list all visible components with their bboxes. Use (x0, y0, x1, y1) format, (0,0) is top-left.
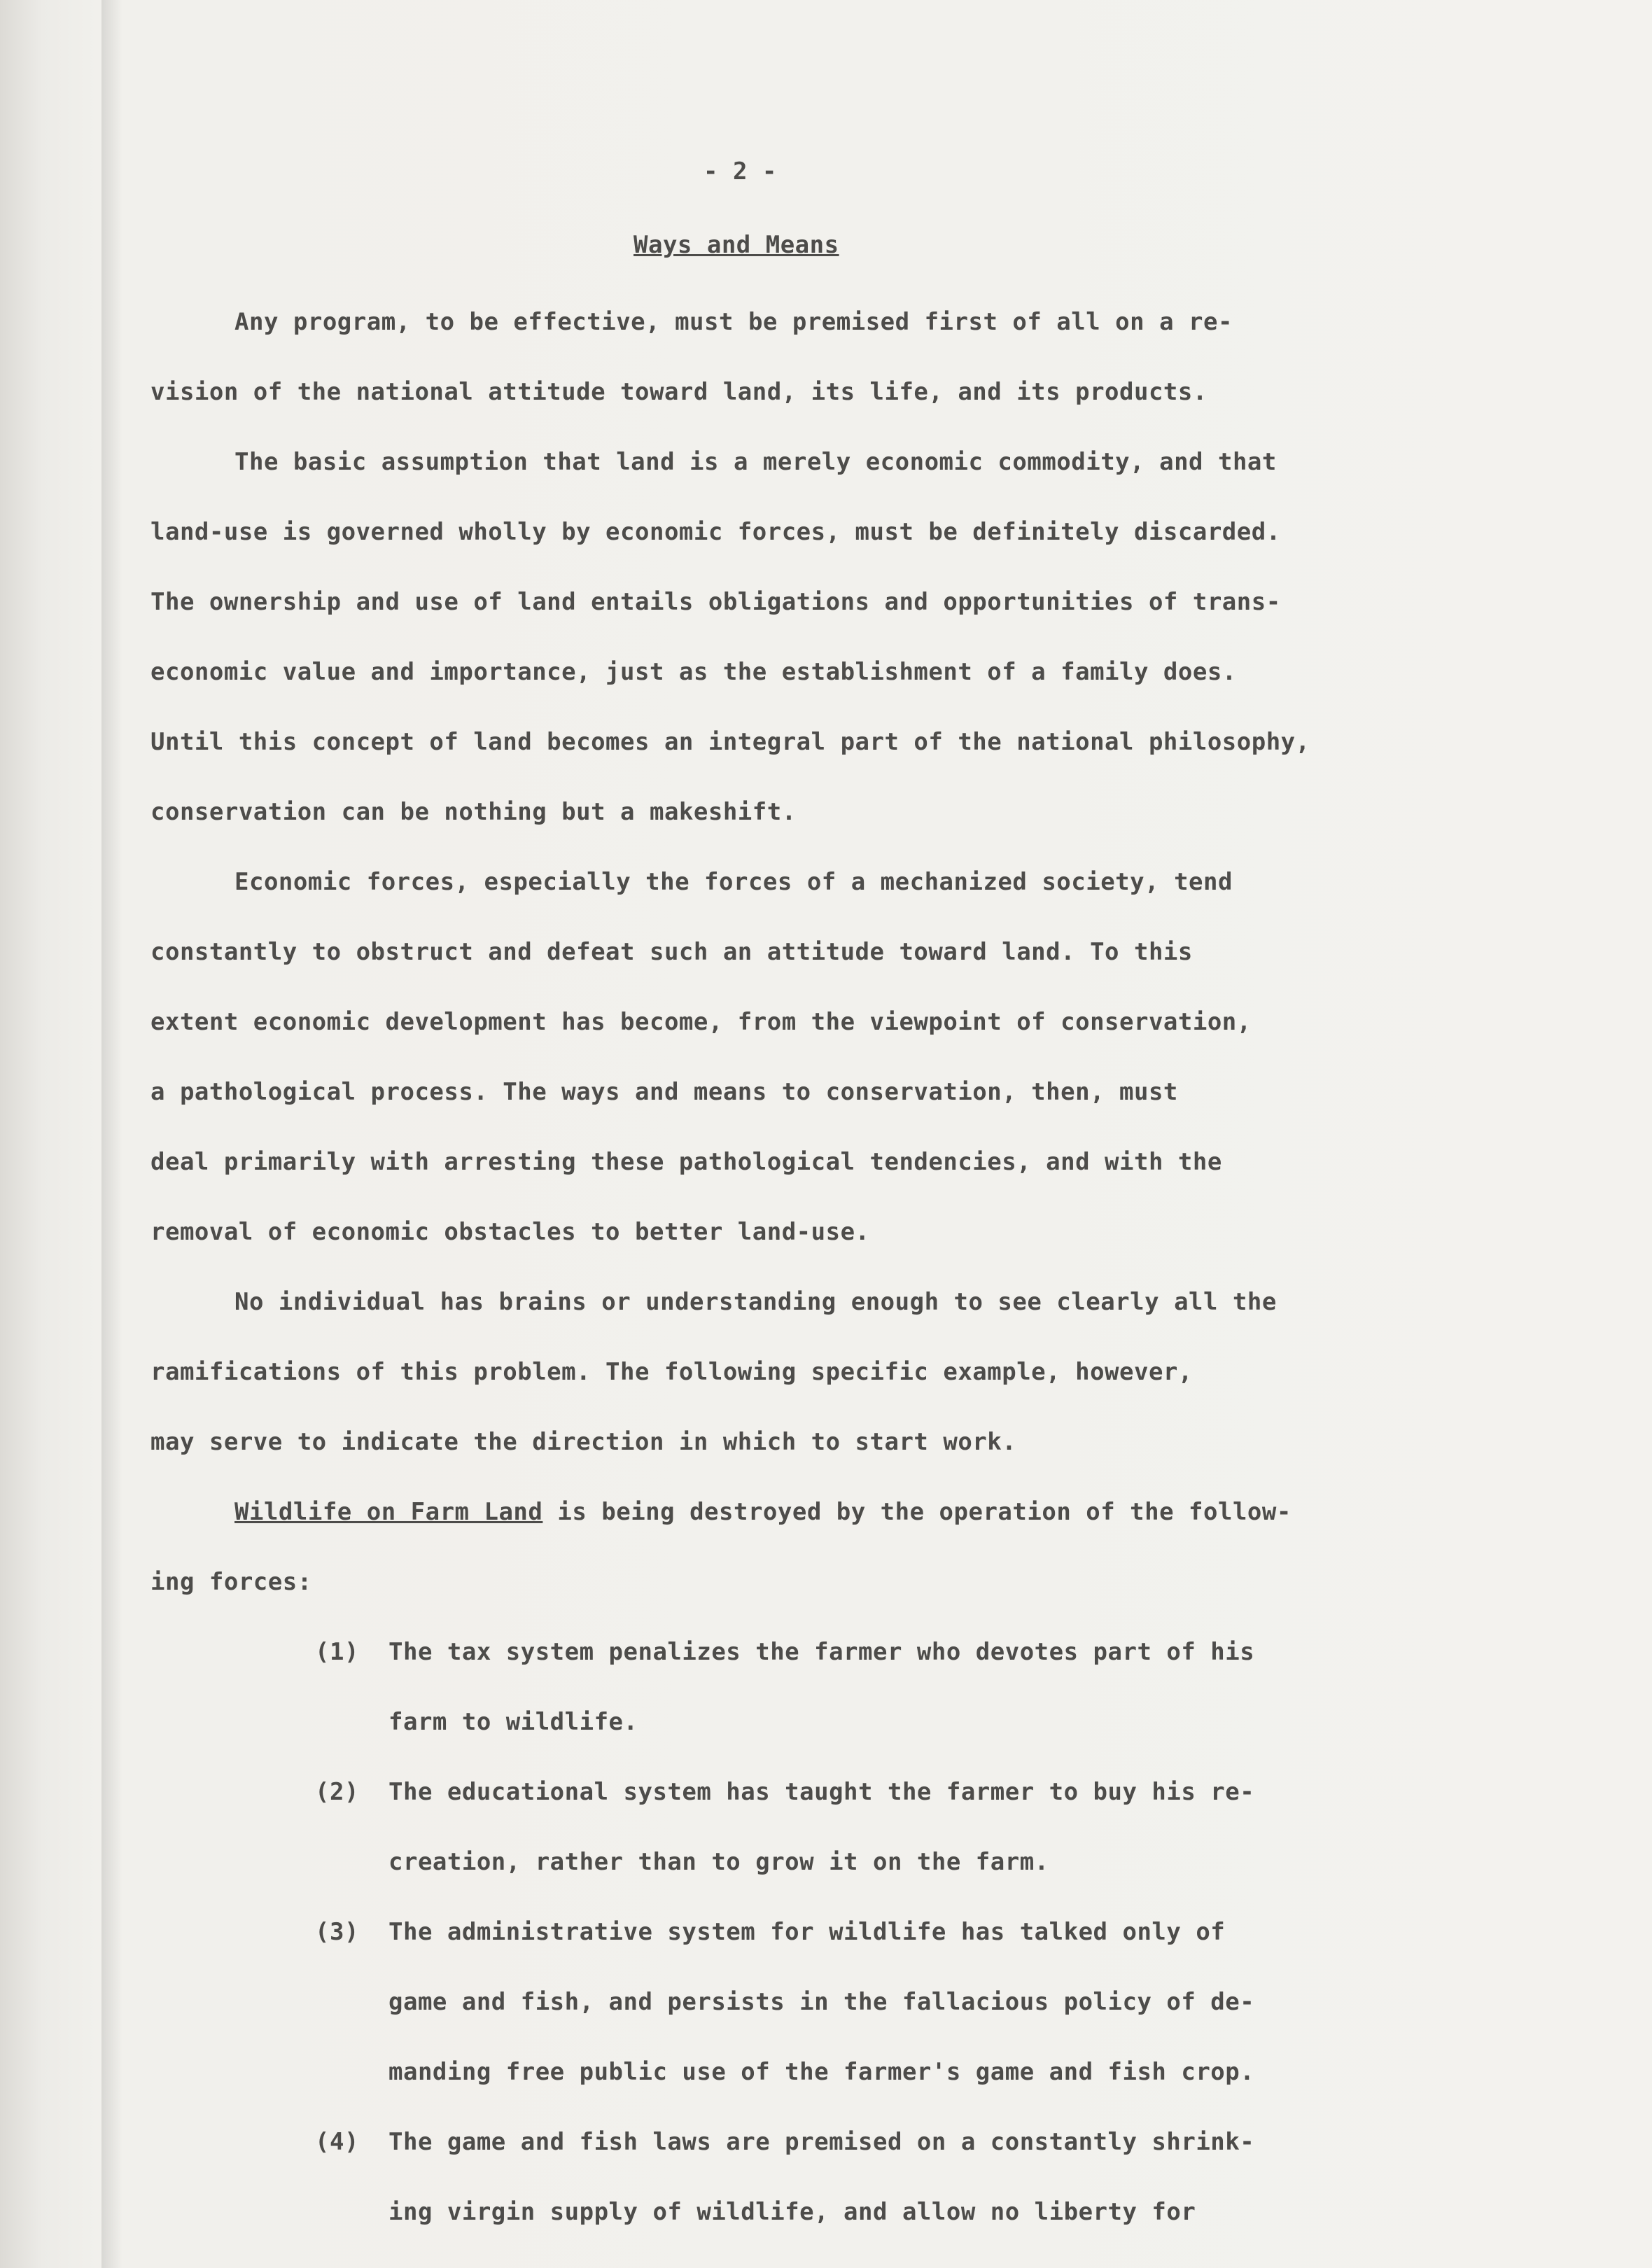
paragraph-2-line-2: land-use is governed wholly by economic forces, must be definitely discarded. (150, 518, 1281, 546)
section-heading: Ways and Means (634, 231, 839, 259)
list-item-1-marker: (1) (315, 1638, 359, 1666)
list-item-3-line-2: game and fish, and persists in the fallacious policy of de- (388, 1988, 1255, 2016)
page-number: - 2 - (704, 158, 777, 186)
list-item-2-line-1: The educational system has taught the farmer to buy his re- (388, 1778, 1255, 1806)
list-item-1-line-2: farm to wildlife. (388, 1708, 638, 1736)
paragraph-1-line-1: Any program, to be effective, must be premised first of all on a re- (234, 308, 1233, 336)
bleed-through-text (14, 0, 105, 2268)
paragraph-3-line-1: Economic forces, especially the forces of a mechanized society, tend (234, 868, 1233, 896)
list-item-2-line-2: creation, rather than to grow it on the farm. (388, 1848, 1049, 1876)
paragraph-3-line-4: a pathological process. The ways and means to conservation, then, must (150, 1078, 1178, 1106)
paragraph-3-line-6: removal of economic obstacles to better land-use. (150, 1218, 870, 1246)
paragraph-5-line-2: ing forces: (150, 1568, 312, 1596)
paragraph-5-line-1-rest: is being destroyed by the operation of the follow- (542, 1498, 1292, 1526)
paragraph-1-line-2: vision of the national attitude toward land, its life, and its products. (150, 378, 1208, 406)
list-item-1-line-1: The tax system penalizes the farmer who devotes part of his (388, 1638, 1255, 1666)
list-item-4-line-1: The game and fish laws are premised on a constantly shrink- (388, 2128, 1255, 2156)
paragraph-3-line-5: deal primarily with arresting these pathological tendencies, and with the (150, 1148, 1222, 1176)
list-item-2-marker: (2) (315, 1778, 359, 1806)
list-item-4-marker: (4) (315, 2128, 359, 2156)
page-fold-shadow (102, 0, 122, 2268)
list-item-3-marker: (3) (315, 1918, 359, 1946)
wildlife-on-farm-land-heading: Wildlife on Farm Land (234, 1498, 543, 1526)
list-item-3-line-3: manding free public use of the farmer's game and fish crop. (388, 2058, 1255, 2086)
paragraph-5-line-1 (234, 1498, 1292, 1526)
paragraph-4-line-1: No individual has brains or understanding enough to see clearly all the (234, 1288, 1277, 1316)
paragraph-2-line-3: The ownership and use of land entails obligations and opportunities of trans- (150, 588, 1281, 616)
paragraph-2-line-5: Until this concept of land becomes an integral part of the national philosophy, (150, 728, 1310, 756)
paragraph-2-line-1: The basic assumption that land is a merely economic commodity, and that (234, 448, 1277, 476)
paragraph-2-line-4: economic value and importance, just as the establishment of a family does. (150, 658, 1237, 686)
paragraph-4-line-2: ramifications of this problem. The following specific example, however, (150, 1358, 1193, 1386)
paragraph-2-line-6: conservation can be nothing but a makeshift. (150, 798, 797, 826)
list-item-3-line-1: The administrative system for wildlife has talked only of (388, 1918, 1226, 1946)
paragraph-3-line-2: constantly to obstruct and defeat such an attitude toward land. To this (150, 938, 1193, 966)
list-item-4-line-2: ing virgin supply of wildlife, and allow no liberty for (388, 2198, 1196, 2226)
paragraph-4-line-3: may serve to indicate the direction in which to start work. (150, 1428, 1017, 1456)
paragraph-3-line-3: extent economic development has become, from the viewpoint of conservation, (150, 1008, 1252, 1036)
